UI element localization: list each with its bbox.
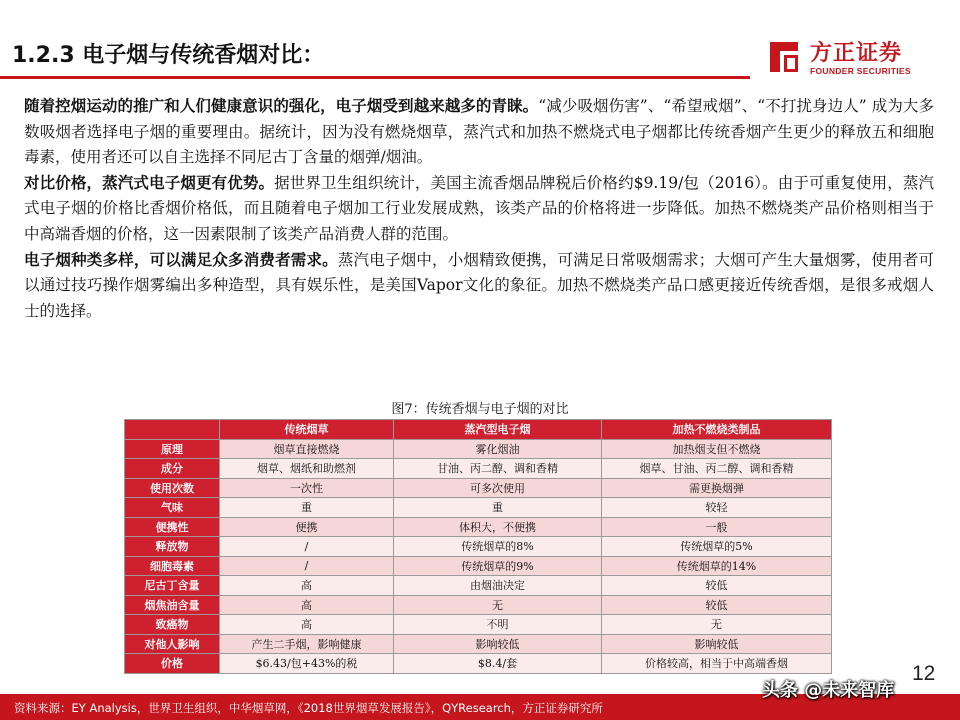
table-row-label: 气味 bbox=[125, 498, 220, 518]
table-row-label: 对他人影响 bbox=[125, 634, 220, 654]
table-row-label: 致癌物 bbox=[125, 615, 220, 635]
table-cell: 便携 bbox=[220, 517, 394, 537]
table-row-label: 便携性 bbox=[125, 517, 220, 537]
table-row-label: 释放物 bbox=[125, 537, 220, 557]
title-underline bbox=[0, 76, 750, 79]
paragraph-2-text: 据世界卫生组织统计，美国主流香烟品牌税后价格约$9.19/包（2016）。由于可重复使用，蒸汽式电子烟的价格比香烟价格低，而且随着电子烟加工行业发展成熟，该类产品的价格将进一步降低。加热不燃烧类产品价格则相当于中高端香烟的价格，这一因素限制了该类产品消费人群的范围。 bbox=[24, 173, 934, 243]
table-row-label: 烟焦油含量 bbox=[125, 595, 220, 615]
table-header-traditional: 传统烟草 bbox=[220, 420, 394, 440]
table-cell: $8.4/套 bbox=[394, 654, 602, 674]
body-text bbox=[24, 94, 934, 324]
table-header-row bbox=[125, 420, 832, 440]
page-title: 1.2.3 电子烟与传统香烟对比： bbox=[12, 43, 325, 68]
table-cell: 重 bbox=[220, 498, 394, 518]
table-cell: 需更换烟弹 bbox=[602, 478, 832, 498]
table-row-label: 使用次数 bbox=[125, 478, 220, 498]
table-row-label: 原理 bbox=[125, 439, 220, 459]
table-row bbox=[125, 654, 832, 674]
table-cell: 较低 bbox=[602, 595, 832, 615]
table-cell: / bbox=[220, 556, 394, 576]
table-cell: 较轻 bbox=[602, 498, 832, 518]
table-cell: 高 bbox=[220, 576, 394, 596]
table-row-label: 成分 bbox=[125, 459, 220, 479]
table-row bbox=[125, 576, 832, 596]
table-cell: 较低 bbox=[602, 576, 832, 596]
table-row bbox=[125, 615, 832, 635]
table-cell: $6.43/包+43%的税 bbox=[220, 654, 394, 674]
paragraph-3 bbox=[24, 248, 934, 325]
table-cell: 传统烟草的5% bbox=[602, 537, 832, 557]
table-cell: 传统烟草的14% bbox=[602, 556, 832, 576]
table-row bbox=[125, 439, 832, 459]
table-cell: / bbox=[220, 537, 394, 557]
table-cell: 价格较高，相当于中高端香烟 bbox=[602, 654, 832, 674]
table-row bbox=[125, 634, 832, 654]
table-cell: 传统烟草的8% bbox=[394, 537, 602, 557]
table-cell: 烟草、烟纸和助燃剂 bbox=[220, 459, 394, 479]
table-cell: 由烟油决定 bbox=[394, 576, 602, 596]
table-cell: 产生二手烟，影响健康 bbox=[220, 634, 394, 654]
table-cell: 无 bbox=[602, 615, 832, 635]
table-row bbox=[125, 595, 832, 615]
paragraph-1-text: “减少吸烟伤害”、“希望戒烟”、“不打扰身边人” 成为大多数吸烟者选择电子烟的重要理由。据统计，因为没有燃烧烟草，蒸汽式和加热不燃烧式电子烟都比传统香烟产生更少的释放五和细胞毒素，使用者还可以自主选择不同尼古丁含量的烟弹/烟油。 bbox=[24, 97, 934, 167]
table-cell: 烟草、甘油、丙二醇、调和香精 bbox=[602, 459, 832, 479]
table-cell: 高 bbox=[220, 595, 394, 615]
table-cell: 影响较低 bbox=[394, 634, 602, 654]
table-row-label: 尼古丁含量 bbox=[125, 576, 220, 596]
table-row bbox=[125, 478, 832, 498]
figure-caption: 图7：传统香烟与电子烟的对比 bbox=[391, 402, 569, 417]
table-cell: 可多次使用 bbox=[394, 478, 602, 498]
table-cell: 加热烟支但不燃烧 bbox=[602, 439, 832, 459]
table-row bbox=[125, 498, 832, 518]
table-header-heat-not-burn: 加热不燃烧类制品 bbox=[602, 420, 832, 440]
watermark: 头条 @未来智库 bbox=[762, 680, 895, 701]
table-row-label: 价格 bbox=[125, 654, 220, 674]
page-number: 12 bbox=[912, 662, 936, 685]
paragraph-1 bbox=[24, 94, 934, 171]
table-cell: 影响较低 bbox=[602, 634, 832, 654]
table-row bbox=[125, 459, 832, 479]
paragraph-2 bbox=[24, 171, 934, 248]
paragraph-3-text: 蒸汽电子烟中，小烟精致便携，可满足日常吸烟需求；大烟可产生大量烟雾，使用者可以通过技巧操作烟雾编出多种造型，具有娱乐性，是美国Vapor文化的象征。加热不燃烧类产品口感更接近传统香烟，是很多戒烟人士的选择。 bbox=[24, 250, 934, 320]
paragraph-2-lead: 对比价格，蒸汽式电子烟更有优势。 bbox=[24, 173, 275, 192]
comparison-table bbox=[124, 419, 832, 674]
table-cell: 一般 bbox=[602, 517, 832, 537]
founder-logo bbox=[764, 36, 960, 80]
table-cell: 一次性 bbox=[220, 478, 394, 498]
founder-logo-icon bbox=[766, 38, 802, 76]
table-cell: 烟草直接燃烧 bbox=[220, 439, 394, 459]
table-row bbox=[125, 537, 832, 557]
table-cell: 甘油、丙二醇、调和香精 bbox=[394, 459, 602, 479]
source-note: 资料来源：EY Analysis，世界卫生组织，中华烟草网，《2018世界烟草发展报告》，QYResearch，方正证券研究所 bbox=[14, 701, 603, 715]
table-header-corner bbox=[125, 420, 220, 440]
table-cell: 不明 bbox=[394, 615, 602, 635]
table-cell: 高 bbox=[220, 615, 394, 635]
table-cell: 雾化烟油 bbox=[394, 439, 602, 459]
table-row-label: 细胞毒素 bbox=[125, 556, 220, 576]
table-cell: 传统烟草的9% bbox=[394, 556, 602, 576]
logo-english-name: FOUNDER SECURITIES bbox=[810, 66, 911, 76]
paragraph-1-lead: 随着控烟运动的推广和人们健康意识的强化，电子烟受到越来越多的青睐。 bbox=[24, 97, 539, 115]
table-cell: 重 bbox=[394, 498, 602, 518]
table-row bbox=[125, 556, 832, 576]
table-cell: 无 bbox=[394, 595, 602, 615]
logo-chinese-name: 方正证券 bbox=[810, 41, 903, 66]
table-cell: 体积大，不便携 bbox=[394, 517, 602, 537]
table-header-vapor: 蒸汽型电子烟 bbox=[394, 420, 602, 440]
table-row bbox=[125, 517, 832, 537]
paragraph-3-lead: 电子烟种类多样，可以满足众多消费者需求。 bbox=[24, 250, 338, 269]
